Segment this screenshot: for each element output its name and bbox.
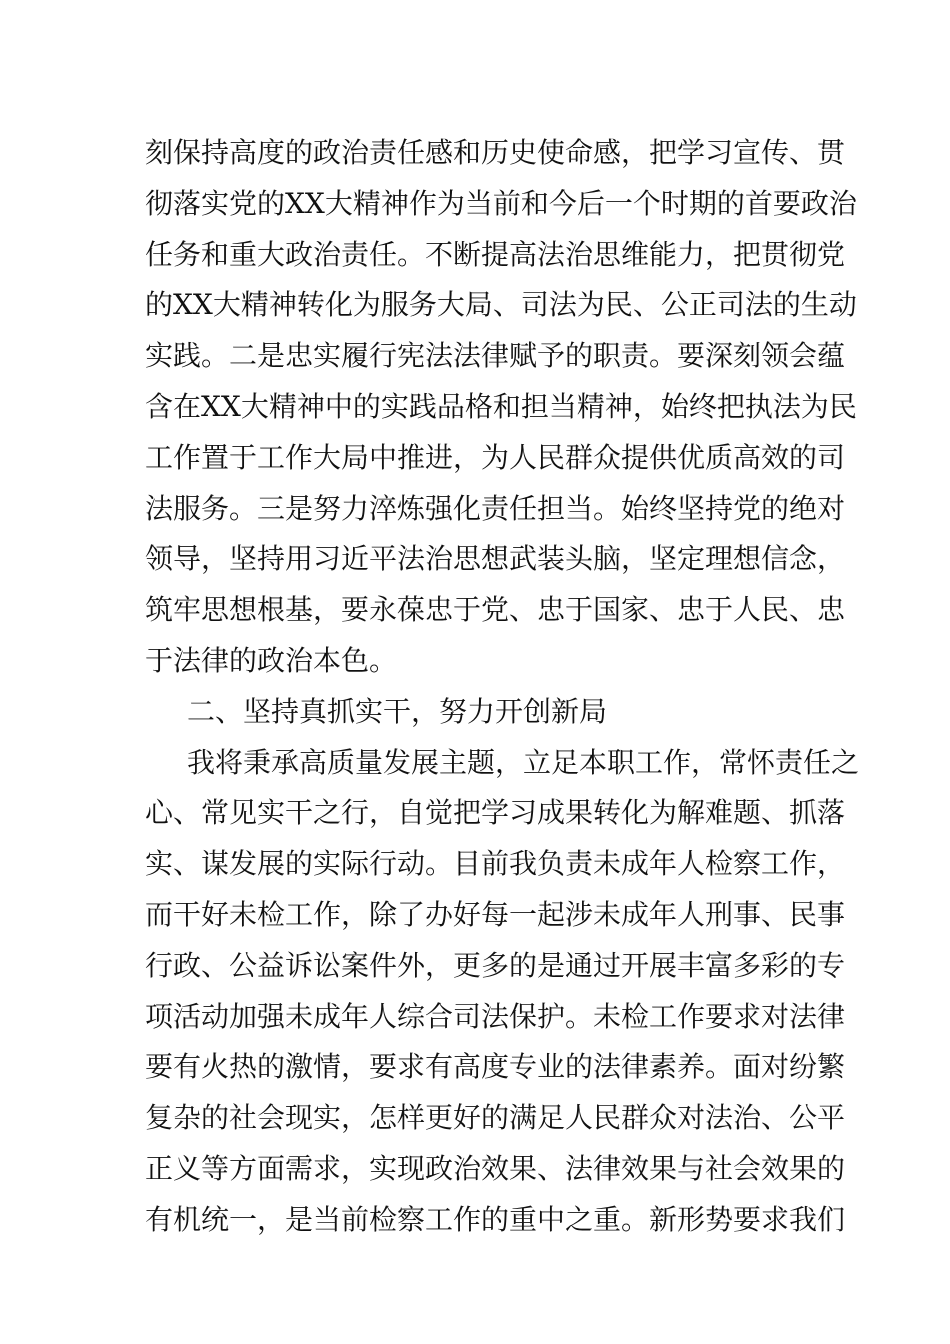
text-line: 工作置于工作大局中推进，为人民群众提供优质高效的司 [145,440,846,474]
text-line: 领导，坚持用习近平法治思想武装头脑，坚定理想信念， [145,542,846,576]
text-line: 复杂的社会现实，怎样更好的满足人民群众对法治、公平 [145,1101,846,1135]
paragraph-1 [145,128,857,687]
text-line: 实践。二是忠实履行宪法法律赋予的职责。要深刻领会蕴 [145,339,846,373]
section-heading: 二、坚持真抓实干，努力开创新局 [187,694,608,728]
body-text [145,128,860,1246]
paragraph-2 [145,738,860,1246]
text-line: 项活动加强未成年人综合司法保护。未检工作要求对法律 [145,999,846,1033]
text-line: 任务和重大政治责任。不断提高法治思维能力，把贯彻党 [145,237,846,271]
text-line: 含在XX大精神中的实践品格和担当精神，始终把执法为民 [145,389,857,423]
text-line: 心、常见实干之行，自觉把学习成果转化为解难题、抓落 [145,796,846,830]
text-line: 而干好未检工作，除了办好每一起涉未成年人刑事、民事 [145,897,846,931]
text-line: 彻落实党的XX大精神作为当前和今后一个时期的首要政治 [145,186,857,220]
text-line: 筑牢思想根基，要永葆忠于党、忠于国家、忠于人民、忠 [145,593,846,627]
text-line: 要有火热的激情，要求有高度专业的法律素养。面对纷繁 [145,1050,846,1084]
text-line: 行政、公益诉讼案件外，更多的是通过开展丰富多彩的专 [145,948,846,982]
text-line: 的XX大精神转化为服务大局、司法为民、公正司法的生动 [145,288,857,322]
text-line: 有机统一，是当前检察工作的重中之重。新形势要求我们 [145,1202,846,1236]
text-line: 于法律的政治本色。 [145,643,398,677]
text-line: 刻保持高度的政治责任感和历史使命感，把学习宣传、贯 [145,136,846,169]
text-line: 实、谋发展的实际行动。目前我负责未成年人检察工作， [145,847,846,881]
text-line: 法服务。三是努力淬炼强化责任担当。始终坚持党的绝对 [145,491,846,525]
text-line: 我将秉承高质量发展主题，立足本职工作，常怀责任之 [187,745,860,779]
text-line: 正义等方面需求，实现政治效果、法律效果与社会效果的 [145,1151,846,1185]
